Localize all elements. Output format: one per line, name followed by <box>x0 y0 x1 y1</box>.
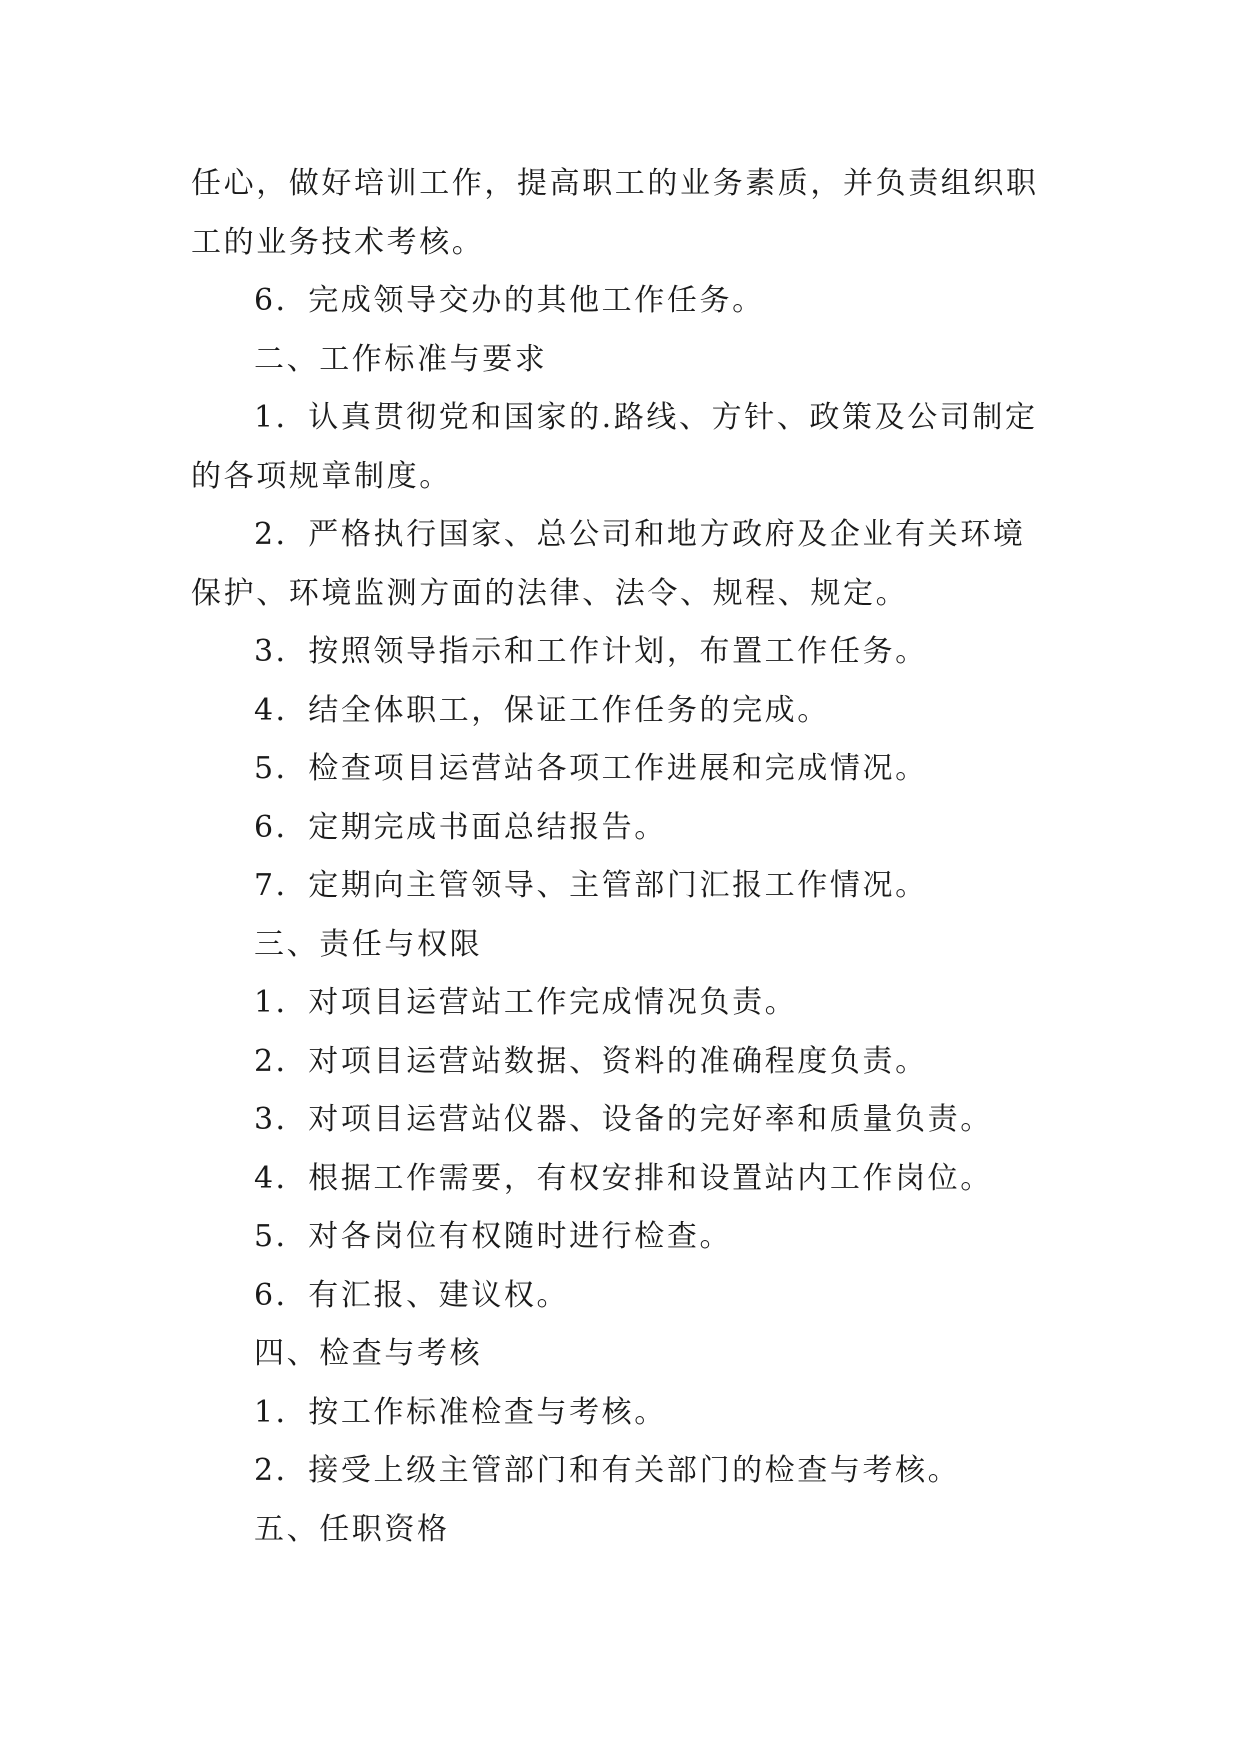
list-item: 2．接受上级主管部门和有关部门的检查与考核。 <box>254 1453 961 1488</box>
list-item: 4．根据工作需要，有权安排和设置站内工作岗位。 <box>254 1160 993 1196</box>
section-heading: 二、工作标准与要求 <box>254 341 548 377</box>
list-item: 5．检查项目运营站各项工作进展和完成情况。 <box>254 751 928 786</box>
list-item: 3．按照领导指示和工作计划，布置工作任务。 <box>254 634 928 669</box>
section-heading: 三、责任与权限 <box>254 926 483 962</box>
list-item: 6．完成领导交办的其他工作任务。 <box>254 283 765 318</box>
list-item: 2．严格执行国家、总公司和地方政府及企业有关环境 <box>254 517 1026 552</box>
paragraph-line: 保护、环境监测方面的法律、法令、规程、规定。 <box>191 575 909 611</box>
list-item: 1．认真贯彻党和国家的.路线、方针、政策及公司制定 <box>254 400 1038 435</box>
list-item: 4．结全体职工，保证工作任务的完成。 <box>254 692 830 728</box>
paragraph-line: 工的业务技术考核。 <box>191 224 485 260</box>
list-item: 3．对项目运营站仪器、设备的完好率和质量负责。 <box>254 1102 993 1137</box>
section-heading: 四、检查与考核 <box>254 1336 483 1371</box>
list-item: 6．定期完成书面总结报告。 <box>254 809 667 845</box>
list-item: 1．按工作标准检查与考核。 <box>254 1394 667 1430</box>
paragraph-line: 任心，做好培训工作，提高职工的业务素质，并负责组织职 <box>191 166 1039 201</box>
section-heading: 五、任职资格 <box>254 1511 450 1547</box>
paragraph-line: 的各项规章制度。 <box>191 458 452 494</box>
list-item: 6．有汇报、建议权。 <box>254 1277 570 1313</box>
list-item: 5．对各岗位有权随时进行检查。 <box>254 1219 733 1254</box>
list-item: 2．对项目运营站数据、资料的准确程度负责。 <box>254 1043 928 1079</box>
list-item: 1．对项目运营站工作完成情况负责。 <box>254 985 798 1020</box>
list-item: 7．定期向主管领导、主管部门汇报工作情况。 <box>254 868 928 903</box>
document-body <box>191 155 1051 1559</box>
